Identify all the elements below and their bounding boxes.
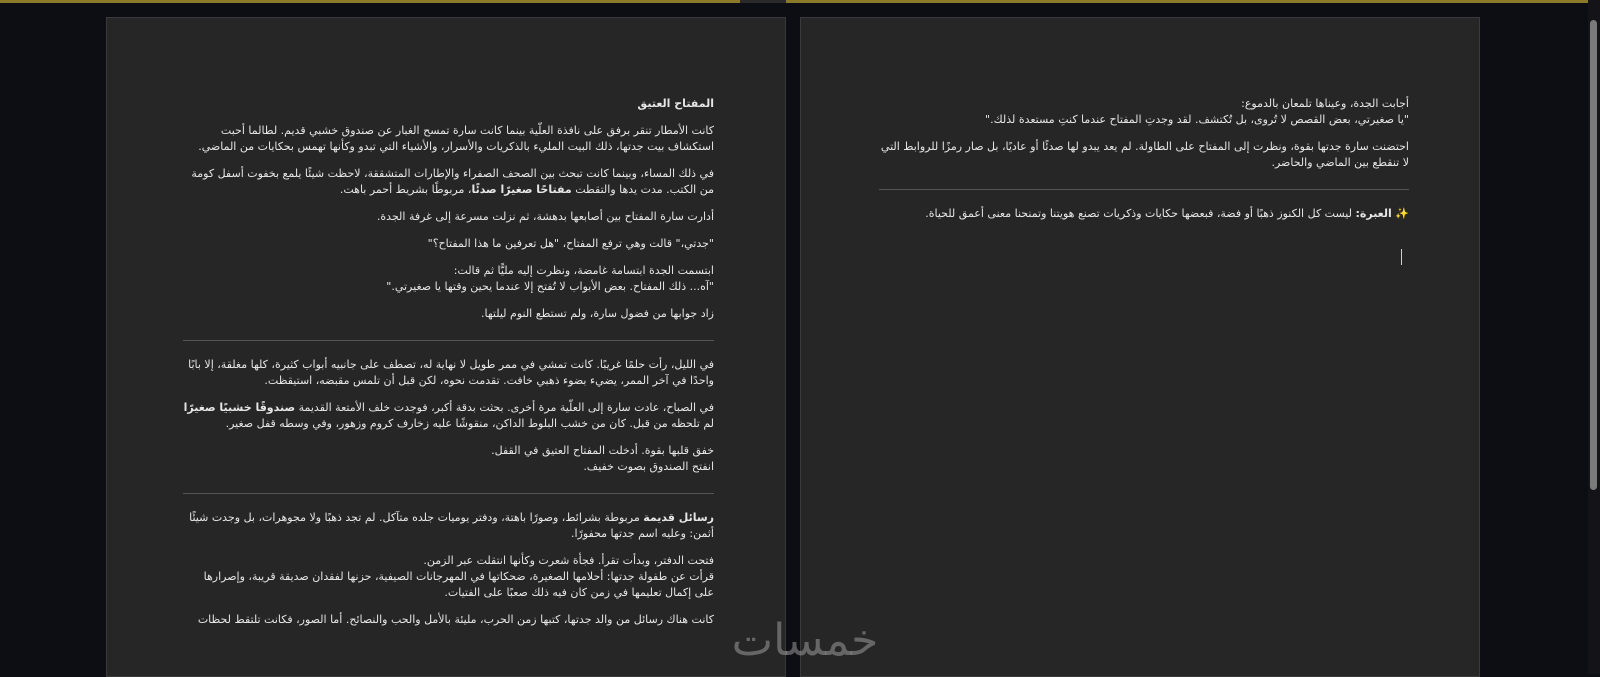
paragraph: كانت هناك رسائل من والد جدتها، كتبها زمن الحرب، مليئة بالأمل والحب والنصائح. أما الصور، فكانت تلتقط لحظات: [197, 613, 714, 626]
svg-text:خمسات: خمسات: [731, 615, 879, 666]
paragraph: في الصباح، عادت سارة إلى العلّية مرة أخرى. بحثت بدقة أكبر، فوجدت خلف الأمتعة القديمة صندوقًا خشبيًا صغيرًا لم تلحظه من قبل. كان من خشب البلوط الداكن، منقوشًا عليه زخارف كروم وزهور، وفي وسطه قفل صغير.: [183, 401, 714, 430]
paragraph: أجابت الجدة، وعيناها تلمعان بالدموع: "يا صغيرتي، بعض القصص لا تُروى، بل تُكتشف. لقد وجدتِ المفتاح عندما كنتِ مستعدة لذلك.": [985, 97, 1409, 126]
paragraph: كانت الأمطار تنقر برفق على نافذة العلّية بينما كانت سارة تمسح الغبار عن صندوق خشبي قديم. لطالما أحبت استكشاف بيت جدتها، ذلك البيت المليء بالذكريات والأسرار، والأشياء التي تبدو وكأنها تهمس بحكايات من الماضي.: [198, 124, 714, 153]
paragraph: في ذلك المساء، وبينما كانت تبحث بين الصحف الصفراء والإطارات المتشققة، لاحظت شيئًا يلمع بخفوت أسفل كومة من الكتب. مدت يدها والتقطت مفتاحًا صغيرًا صدئًا، مربوطًا بشريط أحمر باهت.: [191, 167, 714, 196]
moral-label: العبرة:: [1355, 207, 1392, 220]
top-tab-handle[interactable]: [740, 0, 786, 3]
khamsat-logo: [705, 610, 905, 670]
bold-phrase: رسائل قديمة: [643, 511, 714, 524]
text-cursor: [1401, 249, 1402, 265]
paragraph: احتضنت سارة جدتها بقوة، ونظرت إلى المفتاح على الطاولة. لم يعد يبدو لها صدئًا أو عاديًا، بل صار رمزًا للروابط التي لا تنقطع بين الماضي والحاضر.: [880, 140, 1409, 169]
bold-phrase: صندوقًا خشبيًا صغيرًا: [183, 401, 296, 414]
section-divider: [183, 493, 714, 494]
page-content-left[interactable]: [183, 96, 714, 639]
section-divider: [879, 189, 1409, 190]
section-divider: [183, 340, 714, 341]
paragraph: رسائل قديمة مربوطة بشرائط، وصورًا باهتة، ودفتر يوميات جلده متآكل. لم تجد ذهبًا ولا مجوهرات، بل وجدت شيئًا أثمن: وعليه اسم جدتها محفورًا.: [189, 511, 714, 540]
paragraph: في الليل، رأت حلمًا غريبًا. كانت تمشي في ممر طويل لا نهاية له، تصطف على جانبيه أبواب كثيرة، كلها مغلقة، إلا بابًا واحدًا في آخر الممر، يضيء بضوء ذهبي خافت. تقدمت نحوه، لكن قبل أن تلمس مقبضه، استيقظت.: [188, 358, 714, 387]
paragraph: ابتسمت الجدة ابتسامة غامضة، ونظرت إليه مليًّا ثم قالت: "آه... ذلك المفتاح. بعض الأبواب لا تُفتح إلا عندما يحين وقتها يا صغيرتي.": [386, 264, 714, 293]
story-title: المفتاح العتيق: [637, 97, 714, 110]
paragraph: "جدتي،" قالت وهي ترفع المفتاح، "هل تعرفين ما هذا المفتاح؟": [427, 237, 714, 250]
vertical-scrollbar[interactable]: [1588, 0, 1600, 674]
moral-paragraph: ✨ العبرة: ليست كل الكنوز ذهبًا أو فضة، فبعضها حكايات وذكريات تصنع هويتنا وتمنحنا معنى أعمق للحياة.: [925, 207, 1409, 220]
top-accent-bar: [0, 0, 1600, 3]
page-content-right[interactable]: [879, 96, 1409, 233]
bold-phrase: مفتاحًا صغيرًا صدئًا: [471, 183, 572, 196]
paragraph: زاد جوابها من فضول سارة، ولم تستطع النوم ليلتها.: [480, 307, 714, 320]
document-page-left[interactable]: [106, 17, 786, 677]
scrollbar-thumb[interactable]: [1590, 20, 1597, 490]
khamsat-logo-svg: [705, 610, 905, 670]
paragraph: خفق قلبها بقوة. أدخلت المفتاح العتيق في القفل. انفتح الصندوق بصوت خفيف.: [491, 444, 714, 473]
document-page-right[interactable]: [800, 17, 1480, 677]
paragraph: أدارت سارة المفتاح بين أصابعها بدهشة، ثم نزلت مسرعة إلى غرفة الجدة.: [376, 210, 714, 223]
sparkles-icon: ✨: [1395, 207, 1409, 220]
paragraph: فتحت الدفتر، وبدأت تقرأ. فجأة شعرت وكأنها انتقلت عبر الزمن. قرأت عن طفولة جدتها: أحلامها الصغيرة، ضحكاتها في المهرجانات الصيفية، حزنها لفقدان صديقة قريبة، وإصرارها على إكمال تعليمها في زمن كان فيه ذلك صعبًا على الفتيات.: [203, 554, 714, 599]
